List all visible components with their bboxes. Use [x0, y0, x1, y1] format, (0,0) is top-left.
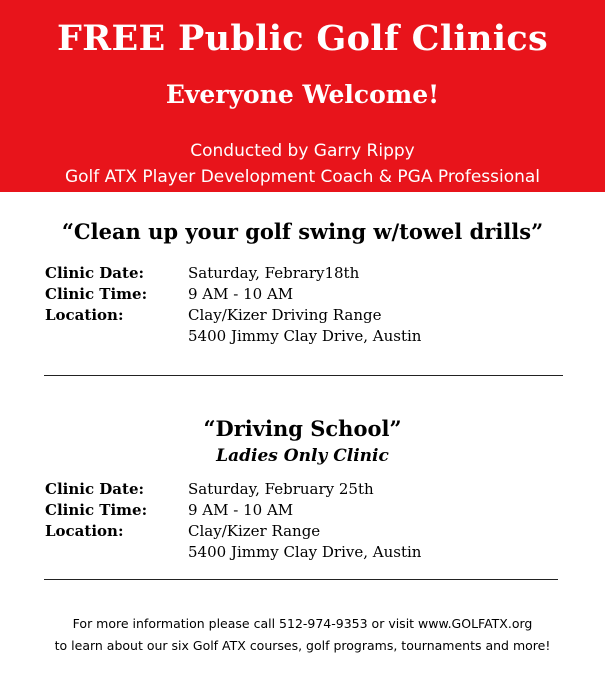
clinic-2-date-value: Saturday, February 25th	[188, 480, 374, 498]
clinic-2-title: “Driving School”	[203, 416, 402, 441]
divider	[44, 579, 558, 580]
clinic-1-location-line2: 5400 Jimmy Clay Drive, Austin	[188, 327, 422, 345]
instructor-role: Golf ATX Player Development Coach & PGA Professional	[64, 167, 541, 187]
clinic-1-time-label: Clinic Time:	[45, 285, 148, 303]
clinic-1-location-label: Location:	[45, 306, 124, 324]
clinic-2-date-label: Clinic Date:	[45, 480, 145, 498]
clinic-2-location-label: Location:	[45, 522, 124, 540]
clinic-2-time-value: 9 AM - 10 AM	[188, 501, 294, 519]
clinic-1-title: “Clean up your golf swing w/towel drills”	[61, 219, 544, 244]
clinic-2-location-line2: 5400 Jimmy Clay Drive, Austin	[188, 543, 422, 561]
clinic-1-time-value: 9 AM - 10 AM	[188, 285, 294, 303]
divider	[44, 375, 563, 376]
header-banner	[0, 0, 605, 192]
clinic-1-date-value: Saturday, Febrary18th	[188, 264, 360, 282]
clinic-2-location-line1: Clay/Kizer Range	[188, 522, 321, 540]
welcome-subtitle: Everyone Welcome!	[165, 80, 440, 109]
footer-info-line2: to learn about our six Golf ATX courses, golf programs, tournaments and more!	[54, 638, 551, 653]
clinic-2-time-label: Clinic Time:	[45, 501, 148, 519]
clinic-1-date-label: Clinic Date:	[45, 264, 145, 282]
clinic-2-subtitle: Ladies Only Clinic	[216, 446, 389, 466]
clinic-1-location-line1: Clay/Kizer Driving Range	[188, 306, 382, 324]
page-title: FREE Public Golf Clinics	[57, 18, 548, 59]
conducted-by: Conducted by Garry Rippy	[190, 141, 415, 161]
footer-info-line1: For more information please call 512-974-9353 or visit www.GOLFATX.org	[72, 616, 533, 631]
